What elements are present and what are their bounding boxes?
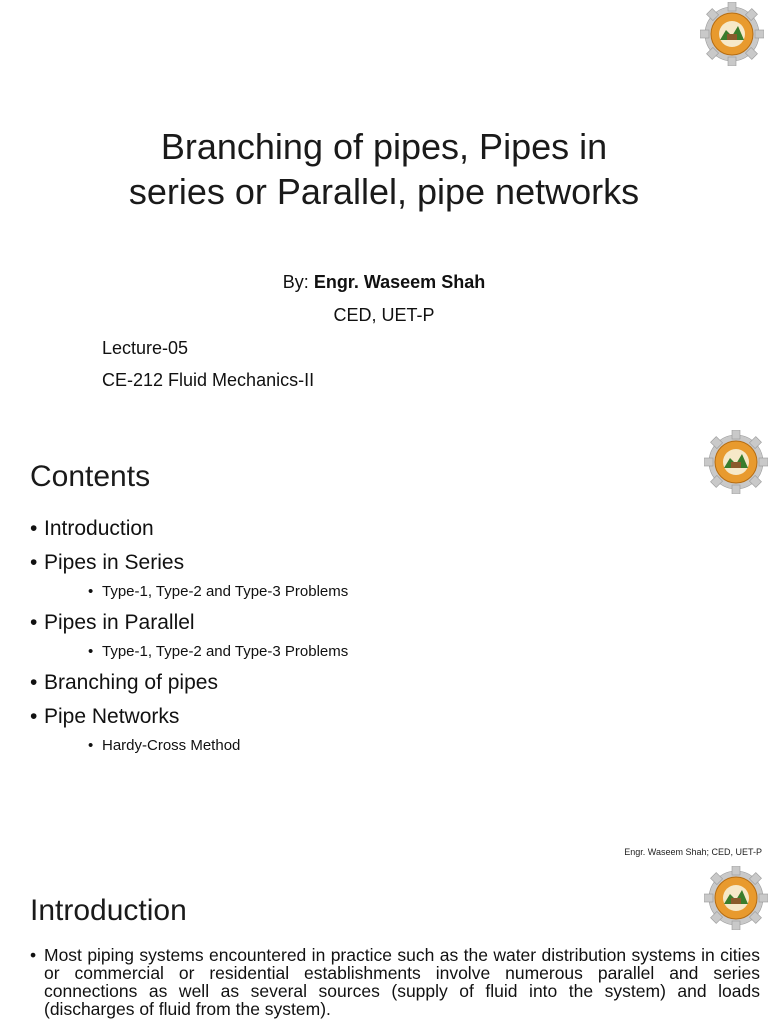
title-line-2: series or Parallel, pipe networks	[128, 171, 640, 212]
list-item: • Pipe Networks	[30, 700, 348, 734]
author-line	[0, 272, 768, 293]
slide-footer: Engr. Waseem Shah; CED, UET-P	[624, 847, 762, 857]
university-logo-icon	[700, 2, 764, 66]
by-prefix: By:	[282, 272, 314, 292]
department: CED, UET-P	[333, 305, 435, 325]
title-line-1: Branching of pipes, Pipes in	[160, 126, 608, 167]
university-logo-icon	[704, 430, 768, 494]
list-item: • Introduction	[30, 512, 348, 546]
list-item: • Hardy-Cross Method	[30, 734, 348, 760]
introduction-heading: Introduction	[30, 894, 187, 927]
title-slide	[0, 0, 768, 420]
list-item: • Pipes in Series	[30, 546, 348, 580]
university-logo-icon	[704, 866, 768, 930]
list-item: • Type-1, Type-2 and Type-3 Problems	[30, 640, 348, 666]
contents-list	[30, 512, 348, 760]
course-name: CE-212 Fluid Mechanics-II	[102, 370, 315, 390]
presentation-title	[60, 124, 708, 214]
author-name: Engr. Waseem Shah	[313, 272, 486, 292]
list-item: • Branching of pipes	[30, 666, 348, 700]
contents-slide	[0, 420, 768, 858]
introduction-slide	[0, 858, 768, 1024]
lecture-number: Lecture-05	[102, 338, 189, 358]
contents-heading: Contents	[30, 460, 151, 493]
list-item: • Pipes in Parallel	[30, 606, 348, 640]
list-item: • Type-1, Type-2 and Type-3 Problems	[30, 580, 348, 606]
introduction-paragraph: • Most piping systems encountered in practice such as the water distribution systems in cities or commercial or residential establishments involve numerous parallel and series connections as well as several sources (supply of fluid into the system) and loads (discharges of fluid from the system).	[30, 946, 760, 1018]
